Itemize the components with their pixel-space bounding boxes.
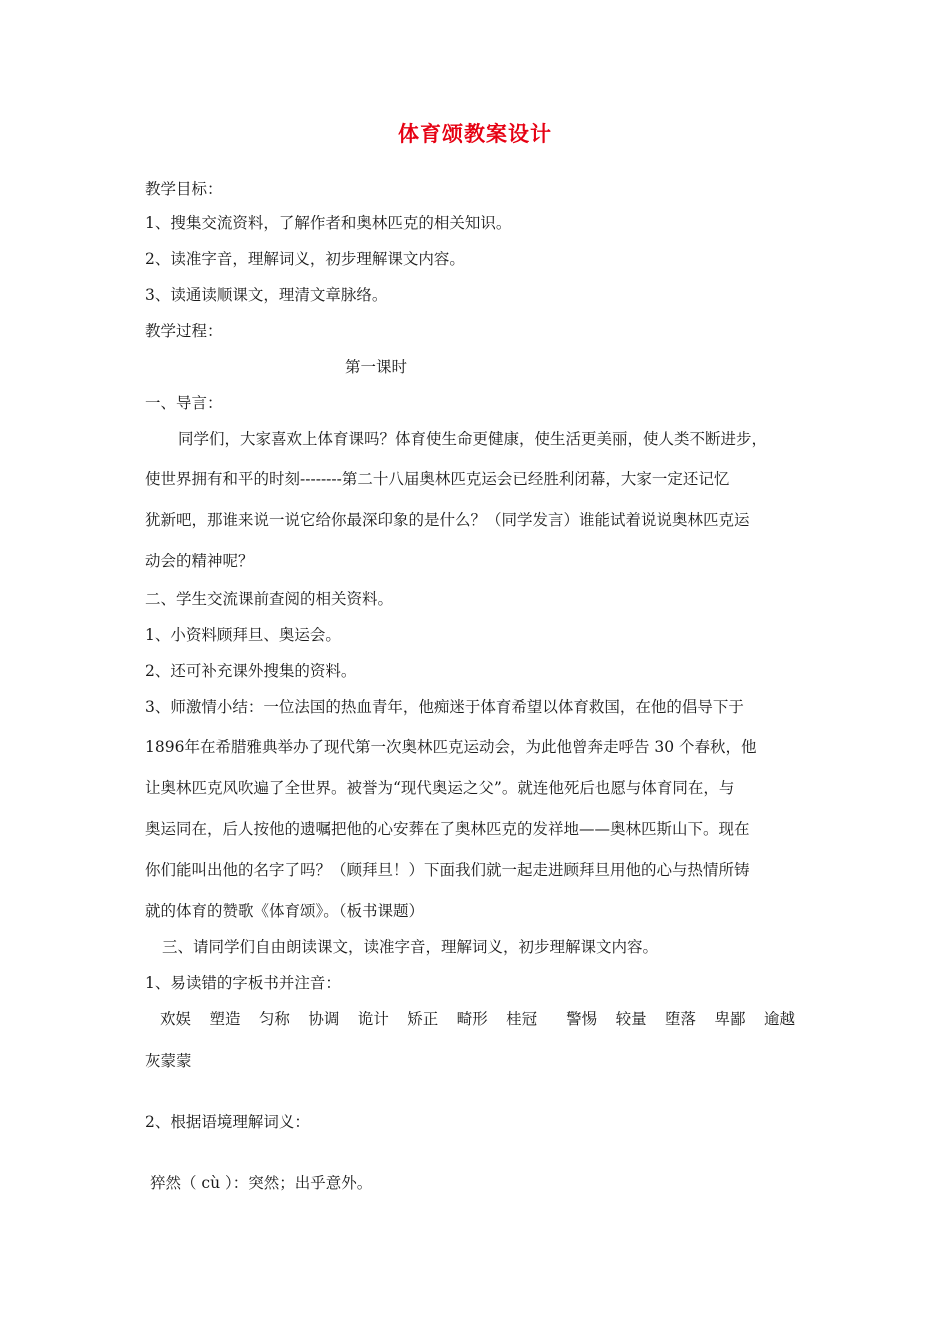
section1-paragraph-line: 同学们，大家喜欢上体育课吗？体育使生命更健康，使生活更美丽，使人类不断进步， (178, 430, 768, 448)
section2-item: 1、小资料顾拜旦、奥运会。 (145, 626, 341, 644)
word-list (160, 1009, 808, 1029)
word-item: 塑造 (209, 1010, 241, 1028)
word-definition: 猝然（ cù ）：突然；出乎意外。 (150, 1174, 373, 1192)
section1-heading: 一、导言： (145, 394, 223, 412)
section2-item3-line: 3、师激情小结：一位法国的热血青年，他痴迷于体育希望以体育救国，在他的倡导下于 (145, 698, 744, 716)
section3-item: 1、易读错的字板书并注音： (145, 974, 341, 992)
section1-paragraph-line: 动会的精神呢？ (145, 552, 254, 570)
word-item: 匀称 (258, 1010, 290, 1028)
word-item: 灰蒙蒙 (145, 1052, 192, 1070)
word-item: 较量 (615, 1010, 647, 1028)
goal-item: 1、搜集交流资料，了解作者和奥林匹克的相关知识。 (145, 214, 512, 232)
section2-item3-line: 1896年在希腊雅典举办了现代第一次奥林匹克运动会，为此他曾奔走呼告 30 个春秋，他 (145, 738, 757, 756)
section2-item3-line: 就的体育的赞歌《体育颂》。（板书课题） (145, 902, 425, 920)
word-item: 卑鄙 (714, 1010, 746, 1028)
section2-heading: 二、学生交流课前查阅的相关资料。 (145, 590, 394, 608)
section3-heading: 三、请同学们自由朗读课文，读准字音，理解词义，初步理解课文内容。 (162, 938, 659, 956)
word-item: 矫正 (407, 1010, 439, 1028)
word-item: 逾越 (763, 1010, 795, 1028)
goal-item: 3、读通读顺课文，理清文章脉络。 (145, 286, 388, 304)
section1-paragraph-line: 使世界拥有和平的时刻--------第二十八届奥林匹克运会已经胜利闭幕，大家一定还记忆 (145, 470, 730, 488)
section1-paragraph-line: 犹新吧，那谁来说一说它给你最深印象的是什么？（同学发言）谁能试着说说奥林匹克运 (145, 511, 750, 529)
document-title: 体育颂教案设计 (398, 122, 552, 146)
section2-item3-line: 你们能叫出他的名字了吗？（顾拜旦！）下面我们就一起走进顾拜旦用他的心与热情所铸 (145, 861, 750, 879)
word-item: 协调 (308, 1010, 340, 1028)
word-item: 诡计 (357, 1010, 389, 1028)
goals-heading: 教学目标： (145, 180, 223, 198)
goal-item: 2、读准字音，理解词义，初步理解课文内容。 (145, 250, 465, 268)
word-item: 警惕 (566, 1010, 598, 1028)
section2-item3-line: 让奥林匹克风吹遍了全世界。被誉为“现代奥运之父”。就连他死后也愿与体育同在，与 (145, 779, 735, 797)
process-heading: 教学过程： (145, 322, 223, 340)
word-item: 桂冠 (506, 1010, 538, 1028)
section2-item: 2、还可补充课外搜集的资料。 (145, 662, 357, 680)
section2-item3-line: 奥运同在，后人按他的遗嘱把他的心安葬在了奥林匹克的发祥地——奥林匹斯山下。现在 (145, 820, 750, 838)
lesson-label: 第一课时 (345, 358, 408, 376)
word-item: 堕落 (665, 1010, 697, 1028)
word-item: 欢娱 (160, 1010, 192, 1028)
section3-item: 2、根据语境理解词义： (145, 1113, 310, 1131)
word-item: 畸形 (456, 1010, 488, 1028)
